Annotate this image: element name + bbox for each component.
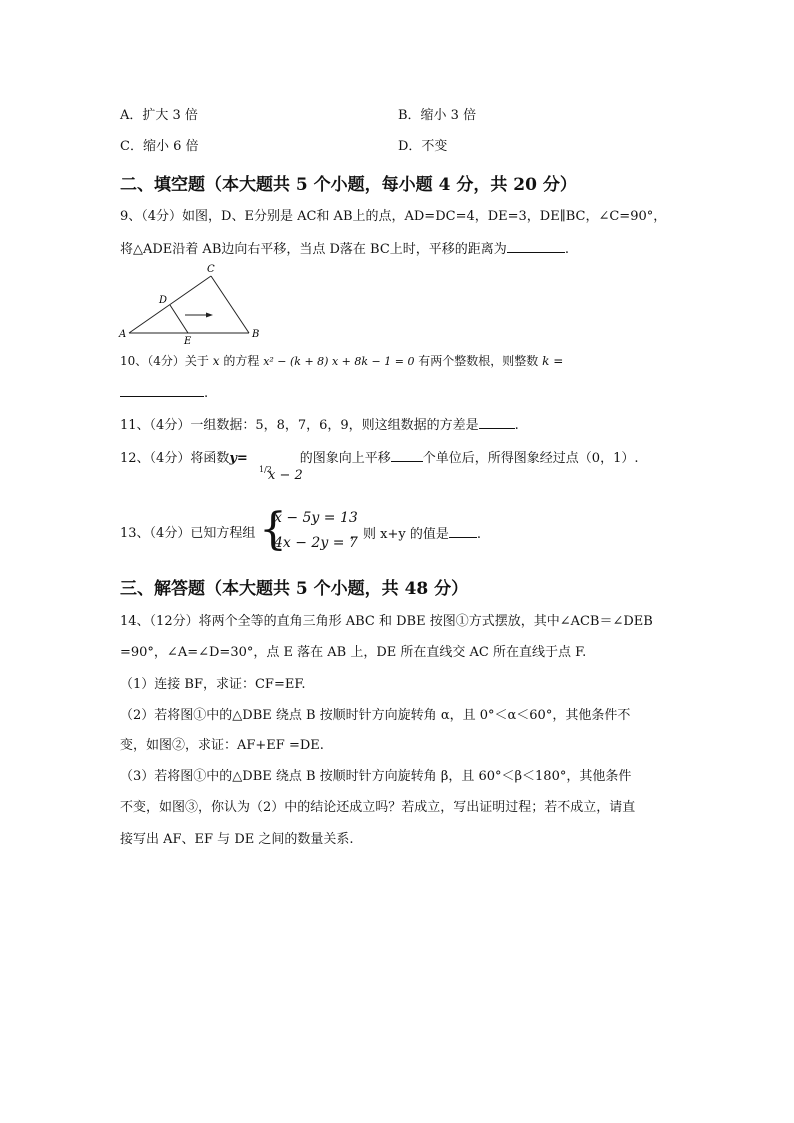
q10-mid: 的方程 — [223, 354, 260, 368]
q12-prefix: 12、（4分）将函数 — [120, 451, 230, 466]
q13-answer-blank — [449, 525, 477, 538]
option-d: D．不变 — [398, 139, 448, 154]
q11-text: 11、（4分）一组数据：5，8，7，6，9，则这组数据的方差是 — [120, 418, 479, 433]
q10-eq-sign: = — [553, 354, 564, 368]
q13-prefix: 13、（4分）已知方程组 — [120, 526, 256, 541]
q11-answer-blank — [479, 416, 515, 429]
q13-tail — [350, 525, 481, 544]
label-e: E — [184, 336, 192, 346]
q9-triangle-figure — [115, 262, 275, 346]
q12-fraction: 1/2 — [259, 465, 272, 474]
q10-line1 — [120, 352, 563, 371]
q10-var-k: k — [542, 354, 550, 368]
q13-suffix: ，则 x+y 的值是 — [350, 527, 449, 542]
q13-eq2: 4x − 2y = 7 — [274, 535, 358, 551]
label-b: B — [252, 329, 260, 340]
q12-suffix: 个单位后，所得图象经过点（0，1）. — [422, 451, 639, 466]
q14-line4: （2）若将图①中的△DBE 绕点 B 按顺时针方向旋转角 α，且 0°＜α＜60°，其他条件不 — [120, 708, 631, 723]
section-2-title: 二、填空题（本大题共 5 个小题，每小题 4 分，共 20 分） — [120, 175, 577, 195]
q10-equation: x² − (k + 8) x + 8k − 1 = 0 — [263, 355, 415, 368]
q14-line3: （1）连接 BF，求证：CF=EF. — [120, 677, 306, 692]
q11-end: . — [514, 418, 519, 433]
q11-line — [120, 416, 519, 435]
section-3-title: 三、解答题（本大题共 5 个小题，共 48 分） — [120, 579, 469, 599]
label-a: A — [119, 329, 127, 340]
q9-answer-blank — [507, 240, 565, 253]
q12-mid: 的图象向上平移 — [299, 451, 391, 466]
q10-line2 — [120, 384, 208, 403]
side-cb — [211, 276, 249, 333]
q13-end: . — [476, 527, 481, 542]
translation-arrow-head — [206, 313, 213, 318]
q14-line2: =90°，∠A=∠D=30°，点 E 落在 AB 上，DE 所在直线交 AC 所在直线于点 F. — [120, 645, 587, 660]
q14-line7: 不变，如图③，你认为（2）中的结论还成立吗？若成立，写出证明过程；若不成立，请直 — [120, 800, 636, 815]
q10-suffix: 有两个整数根，则整数 — [418, 354, 539, 368]
q10-var-x: x — [212, 354, 220, 368]
option-b: B．缩小 3 倍 — [398, 108, 477, 123]
q9-line2-end: . — [564, 242, 569, 257]
option-c: C．缩小 6 倍 — [120, 139, 199, 154]
label-d: D — [159, 295, 168, 306]
side-ac — [129, 276, 211, 333]
q14-line8: 接写出 AF、EF 与 DE 之间的数量关系. — [120, 832, 354, 847]
q9-line1: 9、（4分）如图，D、E分别是 AC和 AB上的点，AD=DC=4，DE=3，DE∥BC，∠C=90°， — [120, 209, 667, 224]
q13-eq1: x − 5y = 13 — [274, 510, 358, 526]
q12-y-eq: y= — [229, 451, 248, 466]
segment-de — [170, 305, 188, 333]
label-c: C — [207, 264, 215, 275]
q10-prefix: 10、（4分）关于 — [120, 354, 209, 368]
q12-expression: x − 2 — [268, 468, 303, 483]
q10-answer-blank — [120, 384, 204, 397]
q10-end: . — [204, 386, 209, 401]
q13-brace: { — [259, 504, 287, 555]
q14-line1: 14、（12分）将两个全等的直角三角形 ABC 和 DBE 按图①方式摆放，其中∠ACB＝∠DEB — [120, 614, 653, 629]
q12-line — [120, 449, 638, 468]
q9-line2 — [120, 240, 569, 259]
q12-answer-blank — [391, 449, 423, 462]
q14-line5: 变，如图②，求证：AF+EF =DE. — [120, 738, 324, 753]
option-a: A．扩大 3 倍 — [120, 108, 198, 123]
q14-line6: （3）若将图①中的△DBE 绕点 B 按顺时针方向旋转角 β，且 60°＜β＜180°，其他条件 — [120, 769, 632, 784]
q9-line2-text: 将△ADE沿着 AB边向右平移，当点 D落在 BC上时，平移的距离为 — [120, 242, 507, 257]
